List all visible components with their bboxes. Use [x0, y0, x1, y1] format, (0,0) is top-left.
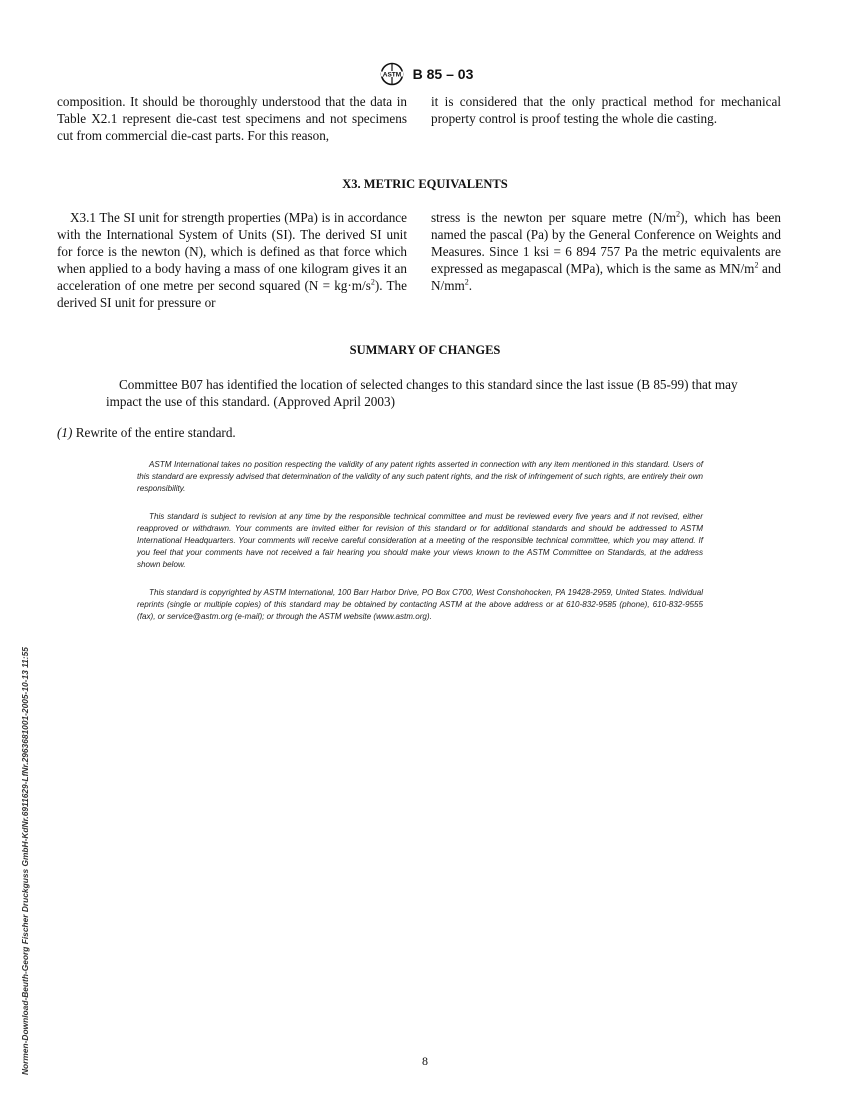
- continued-text-left: [57, 93, 407, 144]
- metric-text-right: [431, 209, 781, 294]
- standard-designation: B 85 – 03: [412, 66, 474, 82]
- continued-text-right: [431, 93, 781, 127]
- copyright-notice: This standard is copyrighted by ASTM International, 100 Barr Harbor Drive, PO Box C700, West Conshohocken, PA 19428-2959, United States. Individual reprints (single or multiple copies) of this standard may be obtained by contacting ASTM at the above address or at 610-832-9585 (phone), 610-832-9555 (fax), or service@astm.org (e-mail); or through the ASTM website (www.astm.org).: [137, 588, 703, 621]
- continued-paragraph-right: it is considered that the only practical method for mechanical property control is proof testing the whole die casting.: [431, 94, 781, 126]
- download-stamp: Normen-Download-Beuth-Georg Fischer Druckguss GmbH-KdNr.6911629-LfNr.2963681001-2005-10-13 11:55: [20, 647, 30, 1075]
- metric-paragraph-right: stress is the newton per square metre $(N/m^2)$, which has been named the pascal (Pa) by the General Conference on Weights and Measures. Since 1 ksi = 6 894 757 Pa the metric equivalents are expressed as megapascal (MPa), which is the same as $MN/m^2$ and $N/mm^2$.: [431, 209, 782, 293]
- svg-text:ASTM: ASTM: [382, 71, 401, 79]
- summary-of-changes-heading: SUMMARY OF CHANGES: [349, 343, 501, 357]
- metric-equivalents-heading: X3. METRIC EQUIVALENTS: [342, 177, 508, 191]
- revision-notice: This standard is subject to revision at any time by the responsible technical committee and must be reviewed every five years and if not revised, either reapproved or withdrawn. Your comments are invited either for revision of this standard or for additional standards and should be addressed to ASTM International Headquarters. Your comments will receive careful consideration at a meeting of the responsible technical committee, which you may attend. If you feel that your comments have not received a fair hearing you should make your views known to the ASTM Committee on Standards, at the address shown below.: [137, 512, 703, 569]
- change-item-number: (1): [57, 425, 73, 440]
- summary-intro: Committee B07 has identified the location of selected changes to this standard since the last issue (B 85-99) that may impact the use of this standard. (Approved April 2003): [106, 377, 738, 409]
- page-number: 8: [422, 1054, 428, 1068]
- metric-paragraph-left: X3.1 The SI unit for strength properties (MPa) is in accordance with the International System of Units (SI). The derived SI unit for force is the newton (N), which is defined as that force which when applied to a body having a mass of one kilogram gives it an acceleration of one metre per second squared $(N = kg\cdot m/s^2)$. The derived SI unit for pressure or: [57, 210, 407, 310]
- patent-notice: ASTM International takes no position respecting the validity of any patent rights asserted in connection with any item mentioned in this standard. Users of this standard are expressly advised that determination of the validity of any such patent rights, and the risk of infringement of such rights, are entirely their own responsibility.: [137, 460, 703, 493]
- metric-text-left: [57, 209, 407, 311]
- change-item-text: Rewrite of the entire standard.: [72, 425, 236, 440]
- continued-paragraph-left: composition. It should be thoroughly understood that the data in Table X2.1 represent die-cast test specimens and not specimens cut from commercial die-cast parts. For this reason,: [57, 94, 407, 143]
- page-header: [0, 62, 850, 91]
- astm-logo-icon: [377, 62, 407, 86]
- change-list-item: [57, 425, 236, 441]
